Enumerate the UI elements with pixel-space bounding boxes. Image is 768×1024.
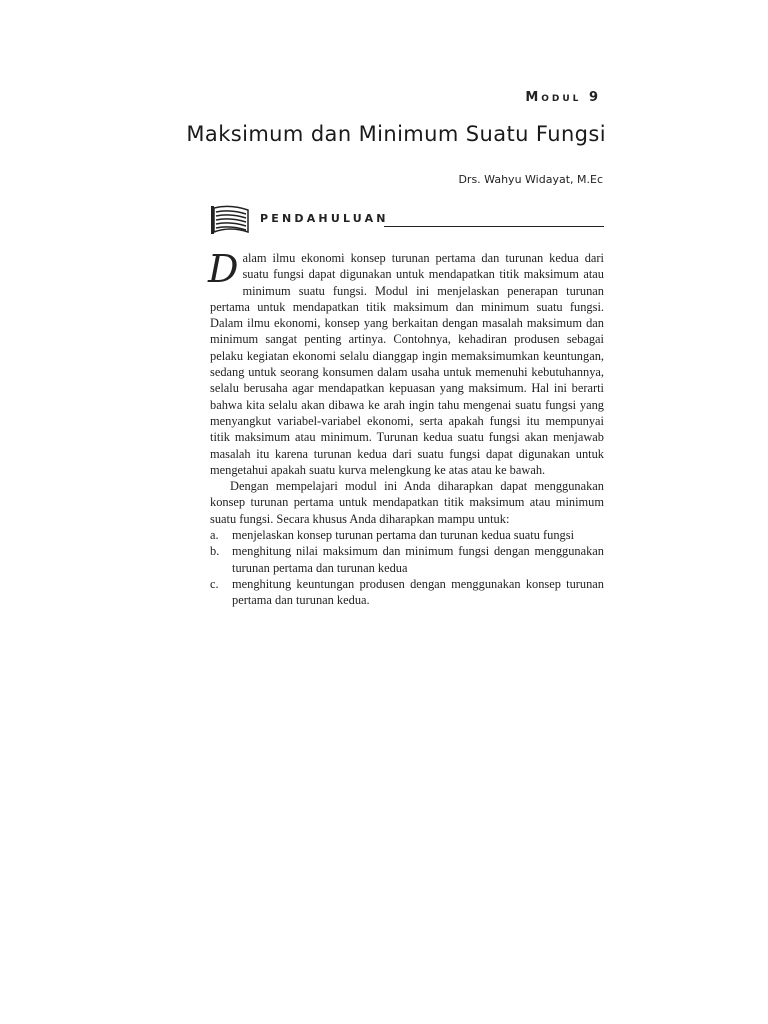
list-item bbox=[210, 543, 604, 576]
list-item-letter: a. bbox=[210, 528, 219, 543]
list-item-text: menghitung nilai maksimum dan minimum fungsi dengan menggunakan turunan pertama dan turunan kedua bbox=[232, 544, 604, 575]
intro-paragraph-2: Dengan mempelajari modul ini Anda diharapkan dapat menggunakan konsep turunan pertama untuk mendapatkan titik maksimum atau minimum suatu fungsi. Secara khusus Anda diharapkan mampu untuk: bbox=[210, 479, 604, 526]
objectives-list bbox=[210, 527, 604, 608]
section-divider bbox=[384, 226, 604, 227]
author-name: Drs. Wahyu Widayat, M.Ec bbox=[458, 173, 603, 186]
list-item-text: menghitung keuntungan produsen dengan menggunakan konsep turunan pertama dan turunan kedua. bbox=[232, 576, 604, 608]
intro-paragraph-1 bbox=[208, 247, 604, 478]
intro-content bbox=[208, 247, 604, 609]
list-item bbox=[210, 527, 604, 543]
list-item bbox=[210, 576, 604, 609]
list-item-letter: b. bbox=[210, 544, 220, 559]
book-pages-icon bbox=[210, 204, 250, 236]
module-label: Modul 9 bbox=[525, 90, 601, 105]
list-item-text: menjelaskan konsep turunan pertama dan turunan kedua suatu fungsi bbox=[232, 528, 575, 543]
section-title: PENDAHULUAN bbox=[260, 212, 389, 225]
list-item-letter: c. bbox=[210, 576, 219, 591]
section-header bbox=[210, 204, 604, 238]
drop-cap: D bbox=[208, 247, 239, 291]
page-title: Maksimum dan Minimum Suatu Fungsi bbox=[186, 122, 606, 146]
paragraph-1-text: alam ilmu ekonomi konsep turunan pertama dan turunan kedua dari suatu fungsi dapat digunakan untuk mendapatkan titik maksimum atau minimum suatu fungsi. Modul ini menjelaskan penerapan turunan pertama untuk mendapatkan titik maksimum dan minimum suatu fungsi. Dalam ilmu ekonomi, konsep yang berkaitan dengan masalah maksimum dan minimum sangat penting artinya. Contohnya, kehadiran produsen sebagai pelaku kegiatan ekonomi selalu dianggap ingin memaksimumkan keuntungan, sedang untuk seorang konsumen dalam usaha untuk memenuhi kebutuhannya, selalu berusaha agar mendapatkan kepuasan yang maksimum. Hal ini berarti bahwa kita selalu akan dibawa ke arah ingin tahu mengenai suatu fungsi yang menyangkut variabel-variabel ekonomi, serta apakah fungsi itu mempunyai titik maksimum atau minimum. Turunan kedua suatu fungsi akan menjawab masalah itu karena turunan kedua dari suatu fungsi dapat digunakan untuk mengetahui apakah suatu kurva melengkung ke atas atau ke bawah. bbox=[210, 251, 604, 477]
